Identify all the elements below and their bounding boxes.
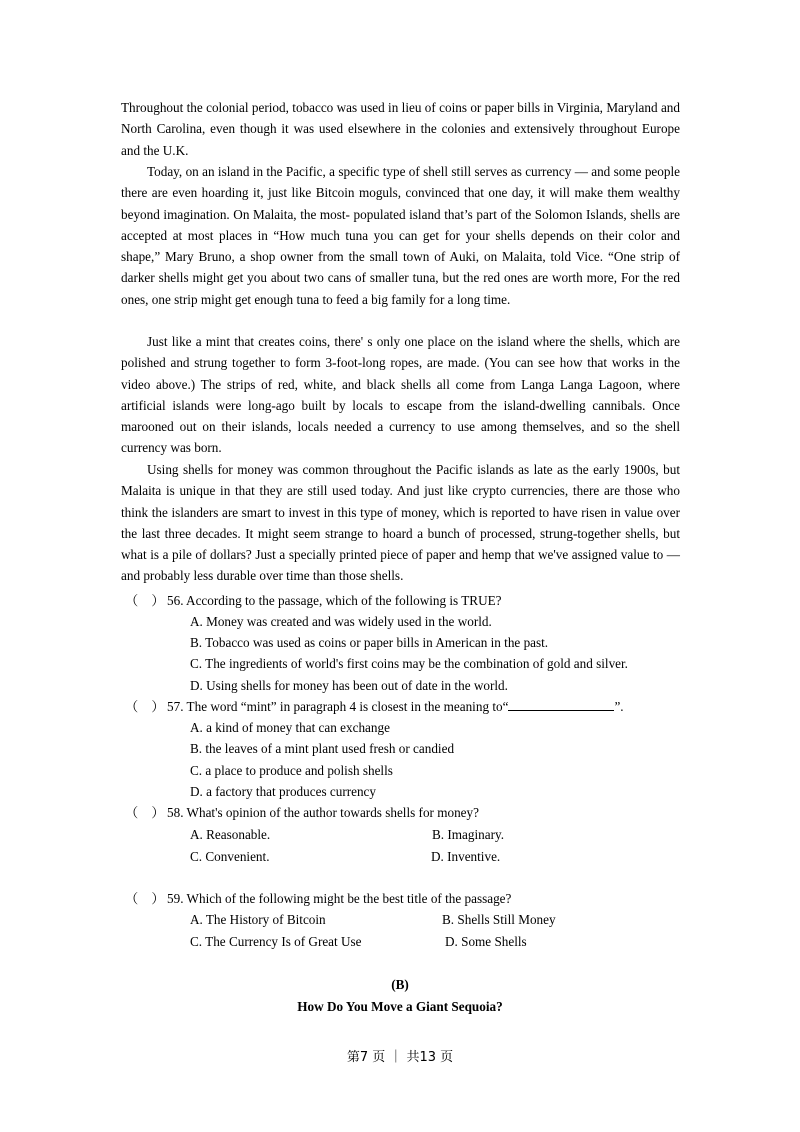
fill-in-blank-line (508, 698, 614, 711)
option-d: D. Some Shells (445, 934, 527, 949)
question-stem: 58. What's opinion of the author towards shells for money? (167, 805, 479, 820)
option-b: B. Imaginary. (432, 827, 505, 842)
option-c: C. The Currency Is of Great Use (190, 934, 362, 949)
option-b: B. the leaves of a mint plant used fresh or candied (190, 741, 455, 756)
section-label: (B) (391, 977, 409, 992)
option-a: A. Reasonable. (190, 827, 271, 842)
question-58 (125, 802, 479, 823)
passage-paragraph-2: Today, on an island in the Pacific, a specific type of shell still serves as currency — and some people there are even hoarding it, just like Bitcoin moguls, convinced that one day, it will make them wealthy beyond imagination. On Malaita, the most- populated island that’s part of the Solomon Islands, shells are accepted at most places in “How much tuna you can get for your shells depends on their color and shape,” Mary Bruno, a shop owner from the small town of Auki, on Malaita, told Vice. “One strip of darker shells might get you about two cans of smaller tuna, but the red ones are worth more, For the red ones, one strip might get enough tuna to feed a big family for a long time. (121, 164, 680, 307)
option-d: D. Using shells for money has been out of date in the world. (190, 678, 508, 693)
passage-paragraph-3: Just like a mint that creates coins, there' s only one place on the island where the shells, which are polished and strung together to form 3-foot-long ropes, are made. (You can see how that works in the video above.) The strips of red, white, and black shells all come from Langa Langa Lagoon, where artificial islands were long-ago built by locals to escape from the island-dwelling cannibals. Once marooned out on their islands, locals needed a currency to use among themselves, and so the shell currency was born. (121, 334, 680, 456)
option-d: D. Inventive. (431, 849, 501, 864)
passage-paragraph-4: Using shells for money was common throughout the Pacific islands as late as the early 1900s, but Malaita is unique in that they are still used today. And just like crypto currencies, there are those who think the islanders are smart to invest in this type of money, which is reported to have risen in value over the last three decades. It might seem strange to hoard a bunch of processed, strung-together shells, but what is a pile of dollars? Just a specially printed piece of paper and hemp that we've assigned value to — and probably less durable over time than those shells. (121, 462, 680, 584)
answer-blank: （ ） (125, 805, 165, 820)
passage-paragraph-1: Throughout the colonial period, tobacco was used in lieu of coins or paper bills in Virginia, Maryland and North Carolina, even though it was used elsewhere in the colonies and extensively throughout Europe and the U.K. (121, 100, 680, 158)
question-stem-end: ”. (614, 699, 624, 714)
question-59 (125, 888, 511, 909)
option-b: B. Shells Still Money (442, 912, 556, 927)
option-d: D. a factory that produces currency (190, 784, 377, 799)
option-a: A. a kind of money that can exchange (190, 720, 390, 735)
option-a: A. Money was created and was widely used in the world. (190, 614, 492, 629)
section-title: How Do You Move a Giant Sequoia? (297, 999, 503, 1014)
option-c: C. The ingredients of world's first coins may be the combination of gold and silver. (190, 656, 628, 671)
option-b: B. Tobacco was used as coins or paper bills in American in the past. (190, 635, 549, 650)
answer-blank: （ ） (125, 891, 165, 906)
question-57 (125, 696, 624, 717)
answer-blank: （ ） (125, 699, 165, 714)
option-c: C. a place to produce and polish shells (190, 763, 393, 778)
question-stem: 57. The word “mint” in paragraph 4 is closest in the meaning to“ (167, 699, 509, 714)
question-56 (125, 590, 502, 611)
answer-blank: （ ） (125, 593, 165, 608)
question-stem: 59. Which of the following might be the best title of the passage? (167, 891, 512, 906)
question-stem: 56. According to the passage, which of the following is TRUE? (167, 593, 502, 608)
option-c: C. Convenient. (190, 849, 270, 864)
page-footer: 第7 页 ｜ 共13 页 (346, 1050, 454, 1065)
option-a: A. The History of Bitcoin (190, 912, 326, 927)
